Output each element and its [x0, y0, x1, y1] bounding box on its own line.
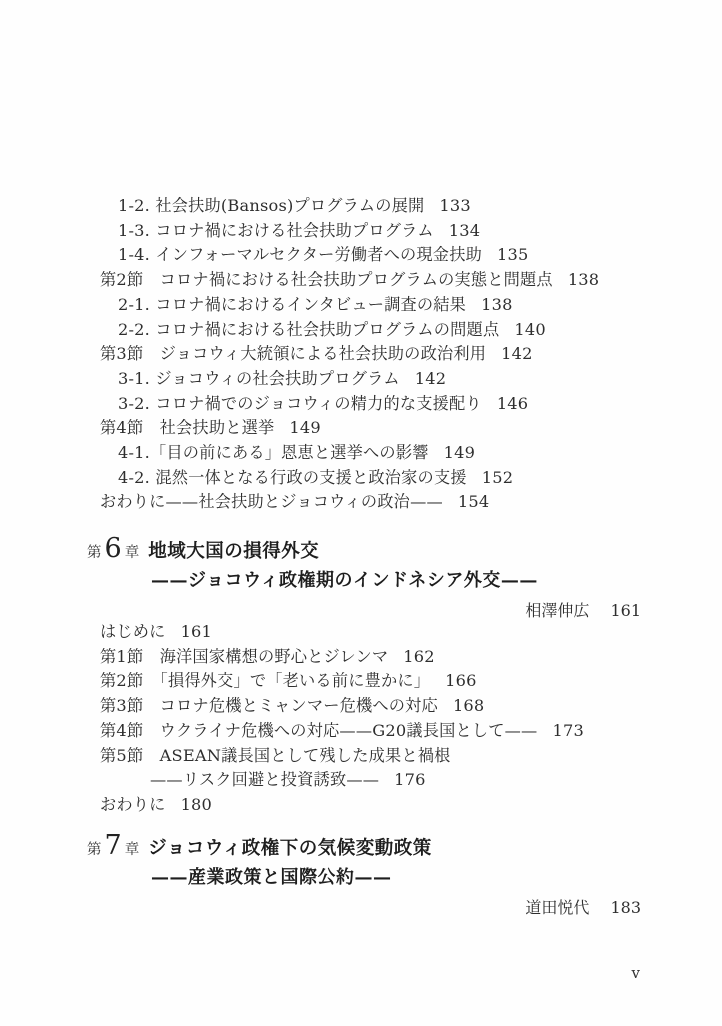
chapter6-title-line — [87, 533, 647, 564]
toc-entry-text: 第1節 海洋国家構想の野心とジレンマ — [100, 646, 389, 666]
toc-entry — [100, 392, 680, 417]
toc-entry-page: 162 — [403, 646, 435, 666]
toc-entry-text: 第4節 社会扶助と選挙 — [100, 418, 275, 438]
toc-entry — [100, 768, 680, 793]
toc-entry — [100, 645, 680, 670]
toc-entry — [100, 342, 680, 367]
toc-entry-text: 第5節 ASEAN議長国として残した成果と禍根 — [100, 745, 451, 765]
toc-list-chapter6 — [100, 620, 680, 818]
toc-entry — [100, 194, 680, 219]
toc-entry-page: 134 — [448, 220, 481, 240]
toc-entry-page: 154 — [457, 492, 490, 512]
toc-entry — [100, 719, 680, 744]
toc-entry — [100, 367, 680, 392]
toc-entry — [100, 293, 680, 318]
toc-entry-page: 142 — [414, 368, 447, 388]
page-number-folio: v — [631, 964, 640, 982]
toc-entry-text: 第2節 「損得外交」で「老いる前に豊かに」 — [100, 671, 431, 691]
toc-entry-text: 2-2. コロナ禍における社会扶助プログラムの問題点 — [118, 319, 500, 339]
chapter6-title: 地域大国の損得外交 — [148, 541, 320, 562]
chapter7-title-line — [87, 830, 647, 861]
toc-entry — [100, 441, 680, 466]
chapter6-author-page: 161 — [610, 601, 641, 620]
toc-entry-text: 第4節 ウクライナ危機への対応——G20議長国として—— — [100, 720, 538, 740]
toc-entry-page: 161 — [180, 622, 213, 641]
toc-entry-page: 176 — [394, 770, 426, 790]
toc-entry-page: 152 — [481, 467, 514, 487]
chapter6-subtitle: ——ジョコウィ政権期のインドネシア外交—— — [151, 570, 538, 591]
chapter7-number: 7 — [104, 830, 122, 861]
chapter7-author-page: 183 — [610, 898, 641, 917]
chapter7-heading — [87, 830, 647, 889]
toc-entry-page: 166 — [445, 671, 477, 691]
toc-entry-text: 3-2. コロナ禍でのジョコウィの精力的な支援配り — [118, 393, 482, 413]
toc-entry-page: 180 — [180, 794, 213, 814]
chapter-label-prefix: 第 — [87, 842, 102, 858]
toc-entry-text: 第3節 ジョコウィ大統領による社会扶助の政治利用 — [100, 344, 487, 364]
toc-entry-page: 140 — [514, 319, 546, 339]
toc-entry — [100, 669, 680, 694]
toc-entry-text: 4-1.「目の前にある」恩恵と選挙への影響 — [118, 443, 429, 463]
toc-entry-page: 133 — [439, 196, 471, 215]
toc-entry-text: 2-1. コロナ禍におけるインタビュー調査の結果 — [118, 294, 467, 314]
toc-entry-text: 1-4. インフォーマルセクター労働者への現金扶助 — [118, 245, 482, 265]
toc-entry — [100, 318, 680, 343]
toc-entry — [100, 620, 680, 645]
chapter6-author: 相澤伸広 — [525, 601, 590, 620]
toc-entry — [100, 219, 680, 244]
toc-entry-text: 1-2. 社会扶助(Bansos)プログラムの展開 — [118, 196, 425, 215]
toc-entry — [100, 793, 680, 818]
chapter6-heading — [87, 533, 647, 592]
toc-entry-page: 149 — [443, 443, 476, 463]
toc-entry-page: 146 — [496, 393, 529, 413]
toc-entry-page: 138 — [481, 294, 513, 314]
toc-entry-page: 149 — [289, 418, 321, 438]
chapter6-number: 6 — [104, 533, 122, 564]
chapter7-subtitle: ——産業政策と国際公約—— — [151, 867, 392, 888]
chapter7-author: 道田悦代 — [525, 898, 590, 917]
toc-entry — [100, 466, 680, 491]
toc-entry-text: 第3節 コロナ危機とミャンマー危機への対応 — [100, 696, 438, 716]
chapter6-author-line — [100, 598, 641, 621]
toc-entry — [100, 490, 680, 515]
toc-entry-page: 173 — [552, 720, 584, 740]
toc-entry — [100, 243, 680, 268]
toc-entry-text: 1-3. コロナ禍における社会扶助プログラム — [118, 220, 434, 240]
toc-entry-text: 4-2. 混然一体となる行政の支援と政治家の支援 — [118, 467, 467, 487]
toc-entry-text: はじめに — [100, 622, 166, 641]
toc-entry-text: 第2節 コロナ禍における社会扶助プログラムの実態と問題点 — [100, 270, 553, 290]
toc-entry — [100, 694, 680, 719]
toc-entry-page: 138 — [567, 270, 600, 290]
toc-entry — [100, 268, 680, 293]
chapter-label-prefix: 第 — [87, 545, 102, 561]
chapter7-title: ジョコウィ政権下の気候変動政策 — [148, 838, 432, 859]
toc-entry — [100, 744, 680, 769]
chapter-label-suffix: 章 — [124, 545, 140, 561]
toc-entry-text: ——リスク回避と投資誘致—— — [150, 770, 380, 790]
toc-entry-page: 135 — [496, 245, 529, 265]
chapter-label-suffix: 章 — [124, 842, 140, 858]
toc-entry-text: おわりに — [100, 794, 166, 814]
chapter7-author-line — [100, 895, 641, 918]
toc-entry-page: 168 — [452, 696, 485, 716]
toc-entry-text: 3-1. ジョコウィの社会扶助プログラム — [118, 368, 400, 388]
toc-entry-page: 142 — [501, 344, 533, 364]
toc-entry — [100, 416, 680, 441]
toc-entry-text: おわりに——社会扶助とジョコウィの政治—— — [100, 492, 443, 512]
toc-list-chapter5 — [100, 194, 680, 515]
